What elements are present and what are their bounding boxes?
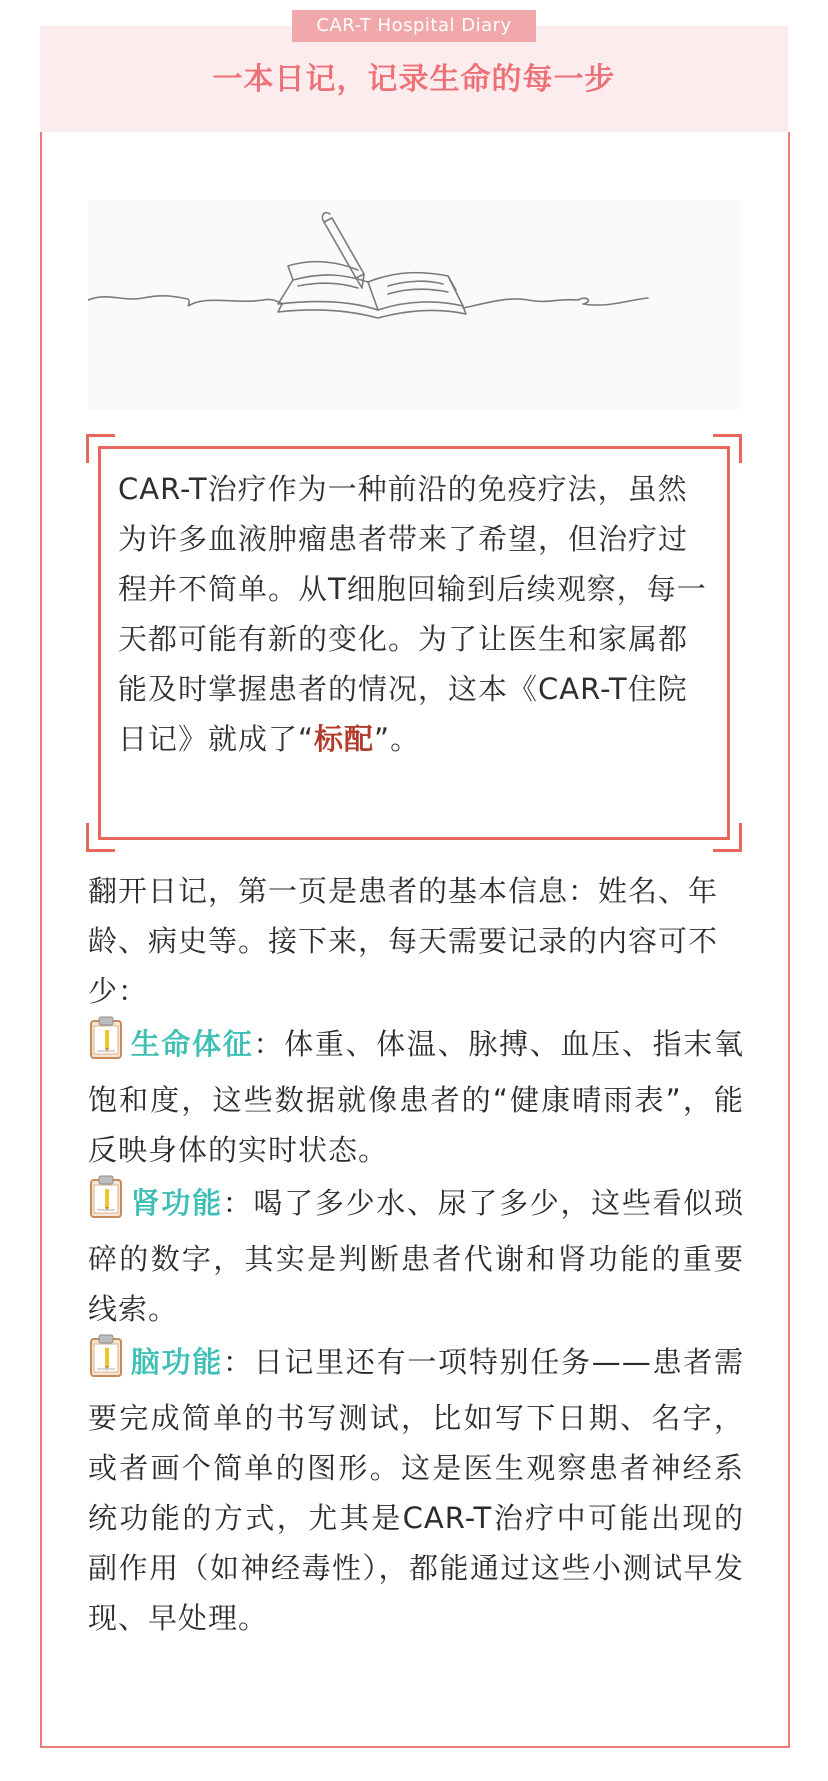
- section-brain: [88, 1334, 744, 1643]
- clipboard-icon: [88, 1016, 124, 1075]
- quote-highlight: 标配: [314, 722, 375, 756]
- quote-text-after: ”。: [374, 722, 421, 756]
- intro-quote-box: [86, 434, 742, 852]
- clipboard-icon: [88, 1334, 124, 1393]
- section-text: ：体重、体温、脉搏、血压、指末氧饱和度，这些数据就像患者的“健康晴雨表”，能反映身体的实时状态。: [88, 1027, 744, 1167]
- section-text: ：日记里还有一项特别任务——患者需要完成简单的书写测试，比如写下日期、名字，或者画个简单的图形。这是医生观察患者神经系统功能的方式，尤其是CAR-T治疗中可能出现的副作用（如神经毒性），都能通过这些小测试早发现、早处理。: [88, 1345, 744, 1635]
- section-kidney: [88, 1175, 744, 1334]
- section-title: 生命体征: [130, 1027, 254, 1061]
- quote-text-before: CAR-T治疗作为一种前沿的免疫疗法，虽然为许多血液肿瘤患者带来了希望，但治疗过程并不简单。从T细胞回输到后续观察，每一天都可能有新的变化。为了让医生和家属都能及时掌握患者的情况，这本《CAR-T住院日记》就成了“: [118, 472, 707, 756]
- page-title: 一本日记，记录生命的每一步: [212, 62, 616, 97]
- section-title: 脑功能: [130, 1345, 223, 1379]
- book-pen-illustration: [88, 200, 740, 410]
- article-body: [88, 866, 744, 1643]
- section-text: ：喝了多少水、尿了多少，这些看似琐碎的数字，其实是判断患者代谢和肾功能的重要线索。: [88, 1186, 744, 1326]
- intro-paragraph: 翻开日记，第一页是患者的基本信息：姓名、年龄、病史等。接下来，每天需要记录的内容可不少：: [88, 874, 719, 1008]
- clipboard-icon: [88, 1175, 124, 1234]
- header-tag: CAR-T Hospital Diary: [292, 10, 536, 42]
- section-vital-signs: [88, 1016, 744, 1175]
- quote-text: [118, 464, 708, 764]
- section-title: 肾功能: [130, 1186, 223, 1220]
